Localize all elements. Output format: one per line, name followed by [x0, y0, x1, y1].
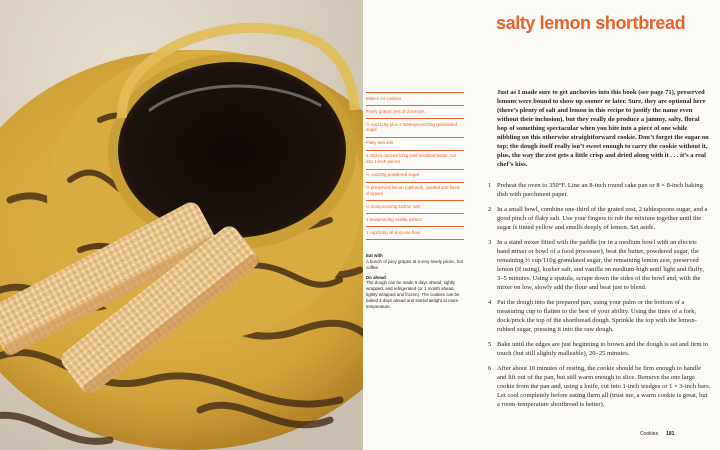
recipe-headnote: Just as I made sure to get anchovies into this book (see page 71), preserved lemons were bound to show up sooner or later. Sure, they are optional here (there’s plenty of salt and lemon in this recipe to justify the name even without their inclusion), but they really do produce a jammy, salty, floral bop of something spectacular when you bite into a piece of one while nibbling on this otherwise straightforward cookie. Don’t forget the sugar on top; the dough itself really isn’t sweet enough to carry the cookie without it, plus, the way the zest gets a little crisp and dried along with it . . . it’s a real chef’s kiss. [497, 89, 709, 168]
step-number: 5 [488, 341, 492, 349]
step-number: 1 [488, 182, 492, 189]
method-step [488, 238, 711, 292]
ingredient-item: ½ cup/20g powdered sugar [366, 170, 464, 183]
step-text: Bake until the edges are just beginning to brown and the dough is set and firm to touch (but still slightly malleable), 20–25 minutes. [497, 341, 709, 358]
step-text: Pat the dough into the prepared pan, using your palm or the bottom of a measuring cup to flatten to the best of your ability. Using the tines of a fork, dock/prick the top of the shortbread dough. Sprinkle the top with the lemon-rubbed sugar, pressing it into the raw dough. [497, 299, 697, 334]
recipe-title: salty lemon shortbread [496, 13, 686, 33]
do-ahead-note [366, 275, 464, 310]
page-footer [640, 431, 715, 437]
do-ahead-text: The dough can be made 5 days ahead, tightly wrapped, and refrigerated (or 1 month ahead, tightly wrapped and frozen). The cookies can be baked 3 days ahead and stored airtight at room temperature. [366, 280, 460, 309]
yield-line: Makes 24 cookies [366, 93, 464, 106]
ingredient-item: ½ cup/110g plus 2 tablespoons/25g granulated sugar [366, 119, 464, 138]
method-step [488, 205, 711, 232]
eat-with-heading: Eat with [366, 253, 383, 259]
do-ahead-heading: Do ahead [366, 274, 386, 280]
ingredient-item: 1 cup/140g all-purpose flour [366, 227, 464, 240]
ingredient-list [366, 92, 464, 240]
ingredient-item: ½ preserved lemon (optional), seeded and finely chopped [366, 183, 464, 202]
step-number: 6 [488, 365, 492, 373]
step-number: 4 [488, 299, 492, 307]
method-step [488, 181, 711, 199]
method-step [488, 364, 711, 409]
recipe-sidebar [366, 92, 464, 309]
step-text: After about 10 minutes of resting, the cookie should be firm enough to handle and lift out of the pan, but still warm enough to slice. Remove the one large cookie from the pan and, using a knife, cut into 1-inch wedges or 1 × 3-inch bars. Let cool completely before eating them all (trust me, a warm cookie is great, but a room-temperature shortbread is better). [497, 365, 711, 409]
ingredient-item: Finely grated zest of 3 lemons [366, 106, 464, 119]
page-number: 181 [666, 431, 675, 437]
step-text: In a small bowl, combine one-third of the grated zest, 2 tablespoons sugar, and a good pinch of flaky salt. Use your fingers to rub the mixture together until the sugar is tinted yellow and smells deeply of lemon. Set aside. [497, 206, 708, 232]
ingredient-item: 1 stick/4 ounces/113g cold unsalted butter, cut into 1-inch pieces [366, 151, 464, 170]
step-text: In a stand mixer fitted with the paddle (or in a medium bowl with an electric hand mixer or bowl of a food processor), beat the butter, powdered sugar, the remaining ½ cup/110g granulated sugar, the remaining lemon zest, preserved lemon (if using), kosher salt, and vanilla on medium-high until light and fluffy, 3–5 minutes. Using a spatula, scrape down the sides of the bowl and, with the mixer on low, slowly add the flour and beat just to blend. [497, 239, 704, 292]
section-name: Cookies [640, 431, 659, 437]
ingredient-item: 1 teaspoon/5g vanilla extract [366, 214, 464, 227]
step-number: 3 [488, 239, 492, 247]
ingredient-item: Flaky sea salt [366, 138, 464, 151]
eat-with-text: A bunch of juicy grapes at a very lovely picnic, hot coffee. [366, 259, 463, 270]
eat-with-note [366, 253, 464, 270]
method-steps [488, 181, 711, 416]
method-step [488, 298, 711, 334]
step-text: Preheat the oven to 350°F. Line an 8-inch round cake pan or 8 × 8-inch baking dish with parchment paper. [497, 182, 703, 198]
method-step [488, 340, 711, 358]
ingredient-item: ¼ teaspoons/3g kosher salt [366, 201, 464, 214]
step-number: 2 [488, 206, 492, 214]
